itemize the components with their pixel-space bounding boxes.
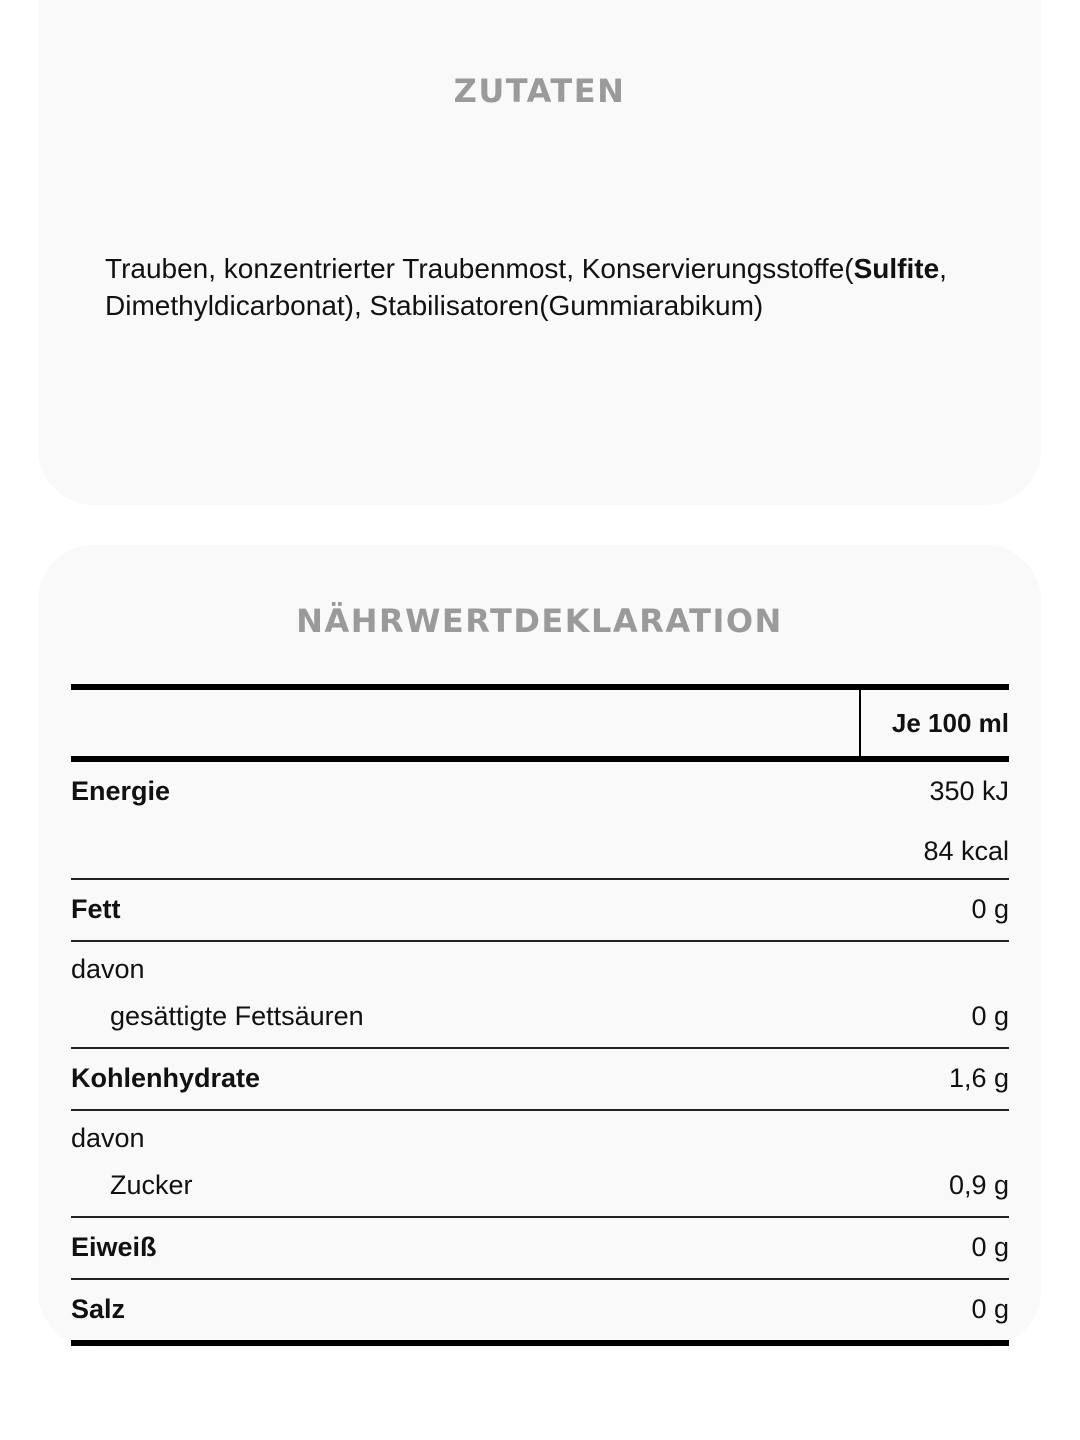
row-value-salt: 0 g [971, 1294, 1009, 1324]
nutrition-table [71, 684, 1009, 1346]
row-value-carbs: 1,6 g [948, 1063, 1009, 1093]
header-column-divider [859, 690, 861, 756]
row-value-energy-kcal: 84 kcal [923, 836, 1009, 866]
table-row-salt [71, 1280, 1009, 1340]
nutrition-title: NÄHRWERTDEKLARATION [296, 602, 783, 640]
table-header-row [71, 690, 1009, 756]
ingredients-text [105, 250, 985, 324]
table-row-saturated-fat [71, 942, 1009, 1047]
table-row-fat [71, 880, 1009, 940]
row-label-sugar: Zucker [110, 1170, 193, 1200]
column-header-per-100ml: Je 100 ml [891, 708, 1009, 738]
table-row-energy [71, 762, 1009, 878]
ingredients-text-part1: Trauben, konzentrierter Traubenmost, Konservierungsstoffe( [105, 253, 854, 284]
row-label-salt: Salz [71, 1294, 126, 1324]
row-label-fat: Fett [71, 894, 121, 924]
row-value-sugar: 0,9 g [948, 1170, 1009, 1200]
row-prefix-davon: davon [71, 954, 145, 984]
table-row-sugar [71, 1111, 1009, 1216]
table-row-carbs [71, 1049, 1009, 1109]
row-value-saturated-fat: 0 g [971, 1001, 1009, 1031]
ingredients-title: ZUTATEN [453, 72, 626, 110]
row-value-protein: 0 g [971, 1232, 1009, 1262]
ingredients-text-part2: , Dimethyldicarbonat), Stabilisatoren(Gummiarabikum) [105, 253, 947, 321]
table-row-protein [71, 1218, 1009, 1278]
row-value-energy-kj: 350 kJ [929, 776, 1009, 806]
row-label-carbs: Kohlenhydrate [71, 1063, 261, 1093]
row-label-energy: Energie [71, 776, 171, 806]
row-label-saturated-fat: gesättigte Fettsäuren [110, 1001, 364, 1031]
row-value-fat: 0 g [971, 894, 1009, 924]
ingredients-card [38, 0, 1041, 505]
table-bottom-rule [71, 1340, 1009, 1346]
ingredients-allergen-sulfite: Sulfite [853, 253, 940, 284]
row-label-protein: Eiweiß [71, 1232, 157, 1262]
row-prefix-davon: davon [71, 1123, 145, 1153]
